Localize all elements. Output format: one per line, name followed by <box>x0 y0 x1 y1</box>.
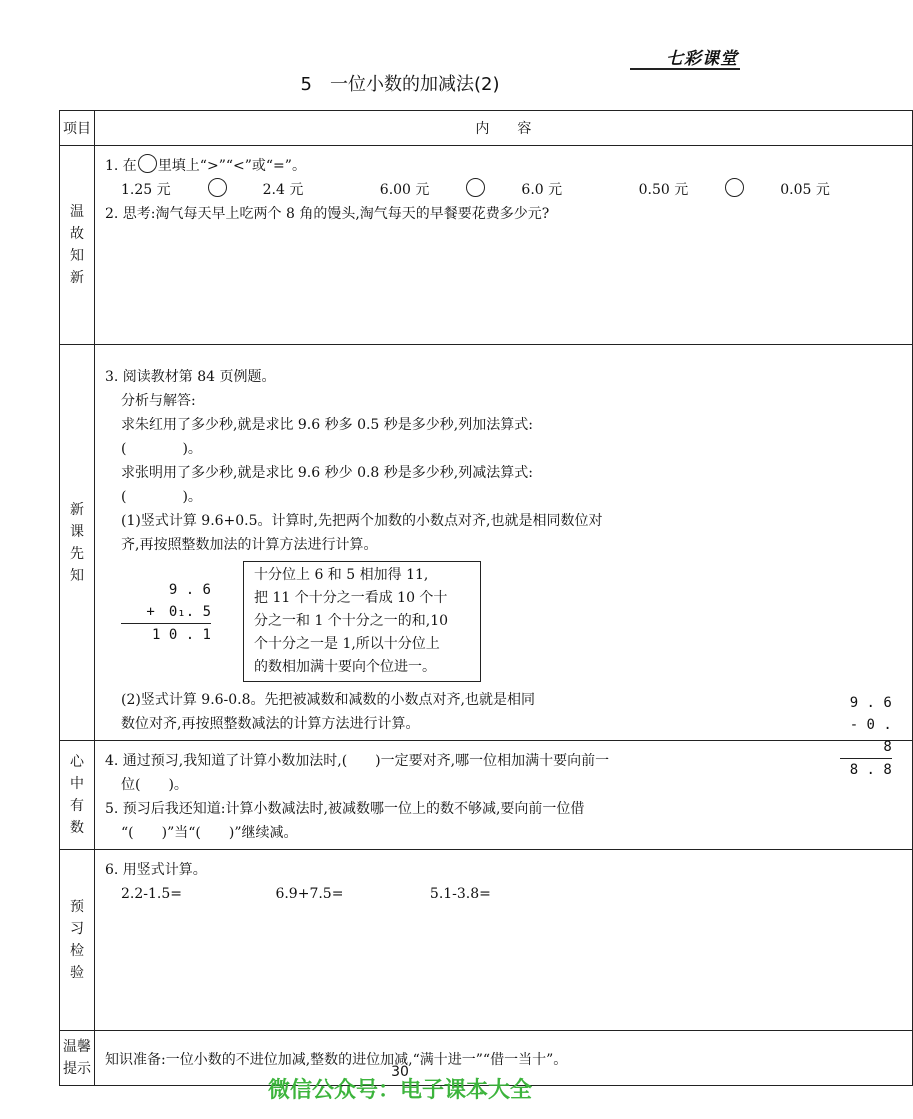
compare-right: 6.0 元 <box>521 182 563 198</box>
header-content: 内 容 <box>95 111 913 146</box>
analysis-label: 分析与解答: <box>121 393 196 409</box>
difference-result: 8 . 8 <box>849 762 892 778</box>
step-2-cont: 数位对齐,再按照整数减法的计算方法进行计算。 <box>121 716 420 732</box>
addition-example <box>121 561 902 682</box>
explanation-line: 把 11 个十分之一看成 10 个十 <box>254 590 448 606</box>
circle-blank[interactable] <box>208 178 227 197</box>
row-label-text: 预习检验 <box>70 899 84 981</box>
problem-list <box>105 882 902 906</box>
answer-blank-1[interactable]: ( )。 <box>121 441 202 457</box>
comparison-list <box>105 178 902 202</box>
explanation-line: 的数相加满十要向个位进一。 <box>254 659 436 675</box>
row-content-check <box>95 850 913 1031</box>
subtrahend: - 0 . 8 <box>840 714 892 759</box>
header-item: 项目 <box>60 111 95 146</box>
question-6: 6. 用竖式计算。 <box>105 862 207 878</box>
explanation-line: 个十分之一是 1,所以十分位上 <box>254 636 440 652</box>
circle-blank[interactable] <box>138 154 157 173</box>
vertical-addition <box>121 579 211 646</box>
row-label-review <box>60 146 95 345</box>
brand-logo: 七彩课堂 <box>666 49 738 69</box>
explanation-line: 十分位上 6 和 5 相加得 11, <box>254 567 429 583</box>
row-label-text: 温馨提示 <box>63 1039 91 1077</box>
problem-item: 5.1-3.8= <box>429 886 491 902</box>
problem-item: 6.9+7.5= <box>275 886 344 902</box>
row-review <box>60 146 913 345</box>
compare-left: 1.25 元 <box>121 182 171 198</box>
question-4-cont: 位( )。 <box>121 777 188 793</box>
question-1 <box>105 154 902 178</box>
addend-2: + 0₁. 5 <box>121 601 211 624</box>
row-label-text: 新课先知 <box>70 501 84 584</box>
paragraph-subtraction: 求张明用了多少秒,就是求比 9.6 秒少 0.8 秒是多少秒,列减法算式: <box>121 465 533 481</box>
addend-1: 9 . 6 <box>168 582 211 598</box>
table-header-row <box>60 111 913 146</box>
sum-result: 1 0 . 1 <box>151 627 211 643</box>
question-5: 5. 预习后我还知道:计算小数减法时,被减数哪一位上的数不够减,要向前一位借 <box>105 801 585 817</box>
minuend: 9 . 6 <box>849 695 892 711</box>
answer-blank-2[interactable]: ( )。 <box>121 489 202 505</box>
footer-watermark: 微信公众号：电子课本大全 <box>267 1078 532 1103</box>
explanation-line: 分之一和 1 个十分之一的和,10 <box>254 613 449 629</box>
worksheet-table <box>59 110 913 1086</box>
paragraph-addition: 求朱红用了多少秒,就是求比 9.6 秒多 0.5 秒是多少秒,列加法算式: <box>121 417 533 433</box>
row-content-summary <box>95 741 913 850</box>
step-1-cont: 齐,再按照整数加法的计算方法进行计算。 <box>121 537 378 553</box>
step-1: (1)竖式计算 9.6+0.5。计算时,先把两个加数的小数点对齐,也就是相同数位对 <box>121 513 603 529</box>
compare-right: 2.4 元 <box>262 182 304 198</box>
comparison-item <box>121 182 339 198</box>
tip-text: 知识准备:一位小数的不进位加减,整数的进位加减,“满十进一”“借一当十”。 <box>105 1052 568 1068</box>
problem-item: 2.2-1.5= <box>121 886 182 902</box>
question-1-suffix: 里填上“>”“<”或“=”。 <box>157 158 306 174</box>
row-label-text: 温故知新 <box>70 204 84 286</box>
question-2: 2. 思考:淘气每天早上吃两个 8 角的馒头,淘气每天的早餐要花费多少元? <box>105 206 550 222</box>
question-3: 3. 阅读教材第 84 页例题。 <box>105 369 276 385</box>
comparison-item <box>639 182 866 198</box>
question-4: 4. 通过预习,我知道了计算小数加法时,( )一定要对齐,哪一位相加满十要向前一 <box>105 753 610 769</box>
row-new-lesson <box>60 345 913 741</box>
row-label-text: 心中有数 <box>70 754 84 836</box>
question-5-cont: “( )”当“( )”继续减。 <box>121 825 298 841</box>
row-summary <box>60 741 913 850</box>
page-title: 5 一位小数的加减法(2) <box>300 74 500 95</box>
compare-left: 0.50 元 <box>638 182 689 198</box>
row-label-check <box>60 850 95 1031</box>
row-label-summary <box>60 741 95 850</box>
comparison-item <box>380 182 598 198</box>
row-check <box>60 850 913 1031</box>
question-1-prefix: 1. 在 <box>105 158 137 174</box>
row-content-review <box>95 146 913 345</box>
compare-left: 6.00 元 <box>379 182 430 198</box>
explanation-lines <box>250 564 474 679</box>
circle-blank[interactable] <box>725 178 744 197</box>
compare-right: 0.05 元 <box>780 182 830 198</box>
step-2: (2)竖式计算 9.6-0.8。先把被减数和减数的小数点对齐,也就是相同 <box>121 692 535 708</box>
vertical-subtraction <box>840 692 892 781</box>
circle-blank[interactable] <box>466 178 485 197</box>
explanation-box <box>243 561 481 682</box>
row-label-new-lesson <box>60 345 95 741</box>
page-number: 30 <box>391 1064 409 1080</box>
